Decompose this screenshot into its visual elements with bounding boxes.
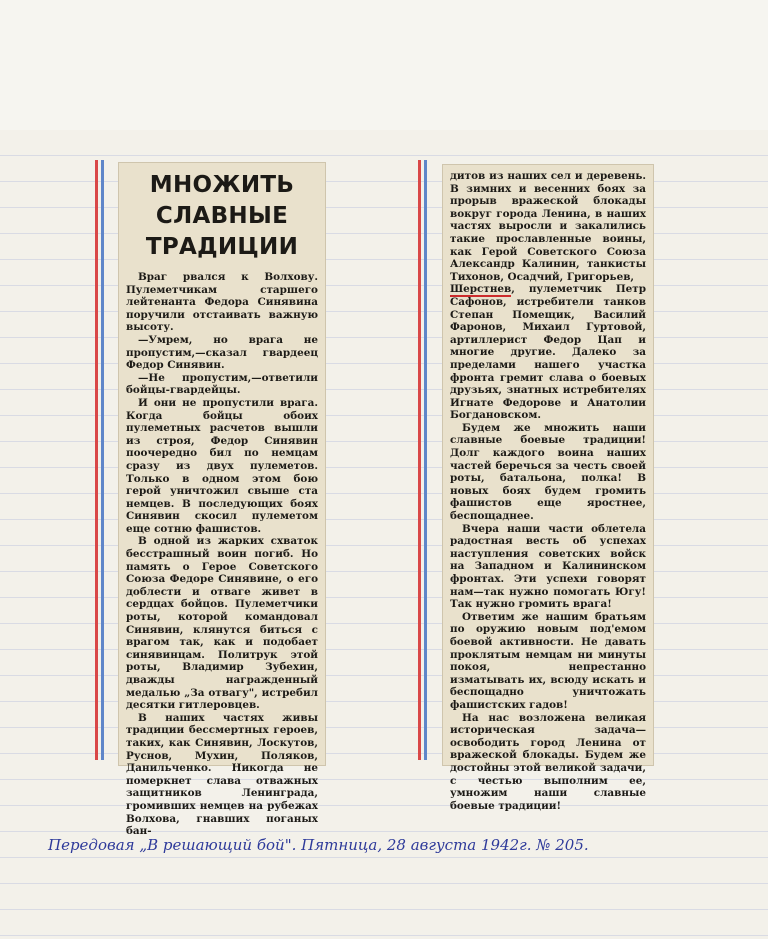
red-pencil-underline: Шерстнев — [450, 283, 512, 296]
article-paragraph: —Умрем, но врага не пропустим,—сказал гвардеец Федор Синявин. — [126, 333, 318, 372]
handwritten-caption: Передовая „В решающий бой". Пятница, 28 августа 1942г. № 205. — [48, 836, 589, 854]
article-paragraph: В наших частях живы традиции бессмертных героев, таких, как Синявин, Лоскутов, Руснов, Мухин, Поляков, Данильченко. Никогда не померкнет слава отважных защитников Ленинграда, громивших немцев на рубежах Волхова, гнавших поганых бан- — [126, 711, 318, 838]
left-red-stripe — [95, 160, 98, 760]
article-paragraph: На нас возложена великая историческая задача—освободить город Ленина от вражеской блокады. Будем же достойны этой великой задачи, с честью выполним ее, умножим наши славные боевые традиции! — [450, 711, 646, 812]
right-blue-stripe — [424, 160, 427, 760]
newspaper-clipping-left — [118, 162, 326, 838]
article-paragraph: дитов из наших сел и деревень. В зимних и весенних боях за прорыв вражеской блокады вокруг города Ленина, в наших частях выросли и закалились такие прославленные воины, как Герой Советского Союза Александр Калинин, танкисты Тихонов, Осадчий, Григорьев, — [450, 170, 646, 283]
headline-line-2: СЛАВНЫЕ — [155, 203, 289, 229]
article-paragraph: В одной из жарких схваток бесстрашный воин погиб. Но память о Герое Советского Союза Федоре Синявине, о его доблести и отваге живет в сердцах бойцов. Пулеметчики роты, которой командовал Синявин, клянутся биться с врагом так, как и подобает синявинцам. Политрук этой роты, Владимир Зубехин, дважды награжденный медалью „За отвагу", истребил десятки гитлеровцев. — [126, 535, 318, 712]
article-paragraph: —Не пропустим,—ответили бойцы-гвардейцы. — [126, 371, 318, 397]
article-paragraph-with-underline — [450, 283, 646, 422]
headline-line-3: ТРАДИЦИИ — [145, 234, 299, 260]
article-paragraph: Враг рвался к Волхову. Пулеметчикам старшего лейтенанта Федора Синявина поручили отстаивать важную высоту. — [126, 271, 318, 334]
article-paragraph: Будем же множить наши славные боевые традиции! Долг каждого воина наших частей беречься за честь своей роты, батальона, полка! В новых боях будем громить фашистов еще яростнее, беспощаднее. — [450, 421, 646, 523]
left-blue-stripe — [101, 160, 104, 760]
headline-line-1: МНОЖИТЬ — [149, 172, 295, 198]
article-paragraph: Ответим же нашим братьям по оружию новым под'емом боевой активности. Не давать проклятым немцам ни минуты покоя, непрестанно изматывать их, всюду искать и беспощадно уничтожать фашистских гадов! — [450, 610, 646, 711]
newspaper-clipping-right — [442, 164, 654, 812]
right-red-stripe — [418, 160, 421, 760]
article-paragraph: И они не пропустили врага. Когда бойцы обоих пулеметных расчетов вышли из строя, Федор Синявин поочередно бил по немцам сразу из двух пулеметов. Только в одном этом бою герой уничтожил свыше ста немцев. В последующих боях Синявин скосил пулеметом еще сотню фашистов. — [126, 396, 318, 535]
album-page-top — [0, 0, 768, 130]
headline — [126, 170, 318, 263]
article-text: , пулеметчик Петр Сафонов, истребители танков Степан Помещик, Василий Фаронов, Михаил Гуртовой, артиллерист Федор Цап и многие другие. Далеко за пределами нашего участка фронта гремит слава о боевых друзьях, знатных истребителях Игнате Федорове и Анатолии Богдановском. — [450, 283, 646, 422]
article-paragraph: Вчера наши части облетела радостная весть об успехах наступления советских войск на Западном и Калининском фронтах. Эти успехи говорят нам—так нужно помогать Югу! Так нужно громить врага! — [450, 522, 646, 611]
